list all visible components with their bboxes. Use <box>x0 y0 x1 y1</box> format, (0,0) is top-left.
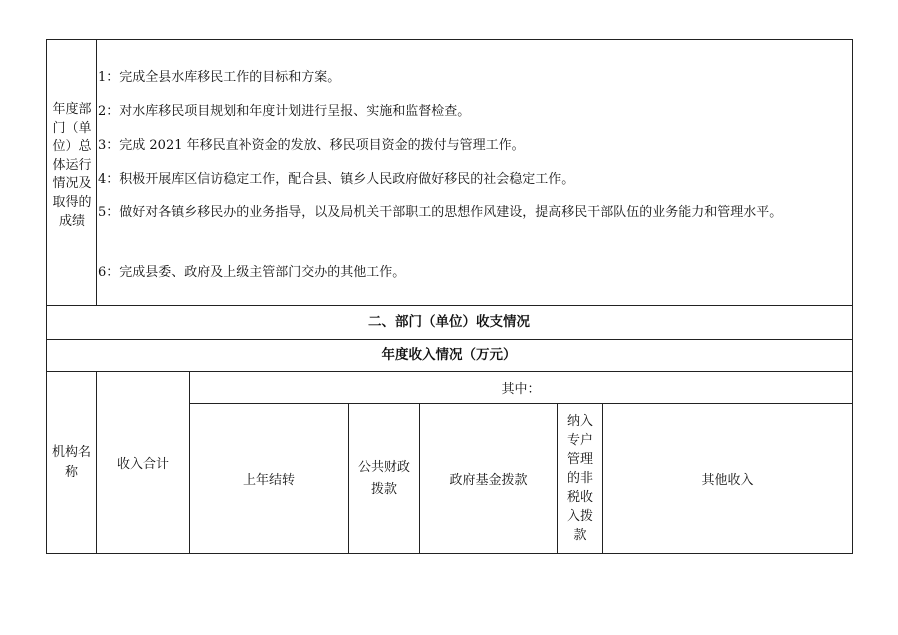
col-header-public-finance: 公共财政拨款 <box>357 459 410 497</box>
overview-item-4: 4：积极开展库区信访稳定工作，配合县、镇乡人民政府做好移民的社会稳定工作。 <box>98 172 575 187</box>
income-table-title: 年度收入情况（万元） <box>381 347 517 363</box>
overview-item-6: 6：完成县委、政府及上级主管部门交办的其他工作。 <box>98 265 406 280</box>
table-border-top <box>46 39 852 40</box>
col-header-other-income: 其他收入 <box>701 473 754 488</box>
col-header-gov-fund: 政府基金拨款 <box>449 473 528 488</box>
overview-item-3: 3：完成 2021 年移民直补资金的发放、移民项目资金的拨付与管理工作。 <box>98 138 525 153</box>
overview-item-5: 5：做好对各镇乡移民办的业务指导，以及局机关干部职工的思想作风建设，提高移民干部队伍的业务能力和管理水平。 <box>98 205 783 220</box>
overview-label: 年度部门（单位）总体运行情况及取得的成绩 <box>52 102 92 229</box>
section-title: 二、部门（单位）收支情况 <box>368 314 530 330</box>
table-border-right <box>852 39 853 553</box>
col-header-of-which: 其中： <box>501 382 541 397</box>
table-border-bottom <box>46 553 853 554</box>
overview-divider <box>96 39 97 306</box>
overview-item-2: 2：对水库移民项目规划和年度计划进行呈报、实施和监督检查。 <box>98 104 471 119</box>
col-header-non-tax: 纳入专户管理的非税收入拨款 <box>566 414 593 543</box>
overview-item-1: 1：完成全县水库移民工作的目标和方案。 <box>98 70 341 85</box>
col-header-org-name: 机构名称 <box>51 444 91 480</box>
col-header-income-total: 收入合计 <box>116 457 169 472</box>
col-header-prev-balance: 上年结转 <box>242 473 295 488</box>
